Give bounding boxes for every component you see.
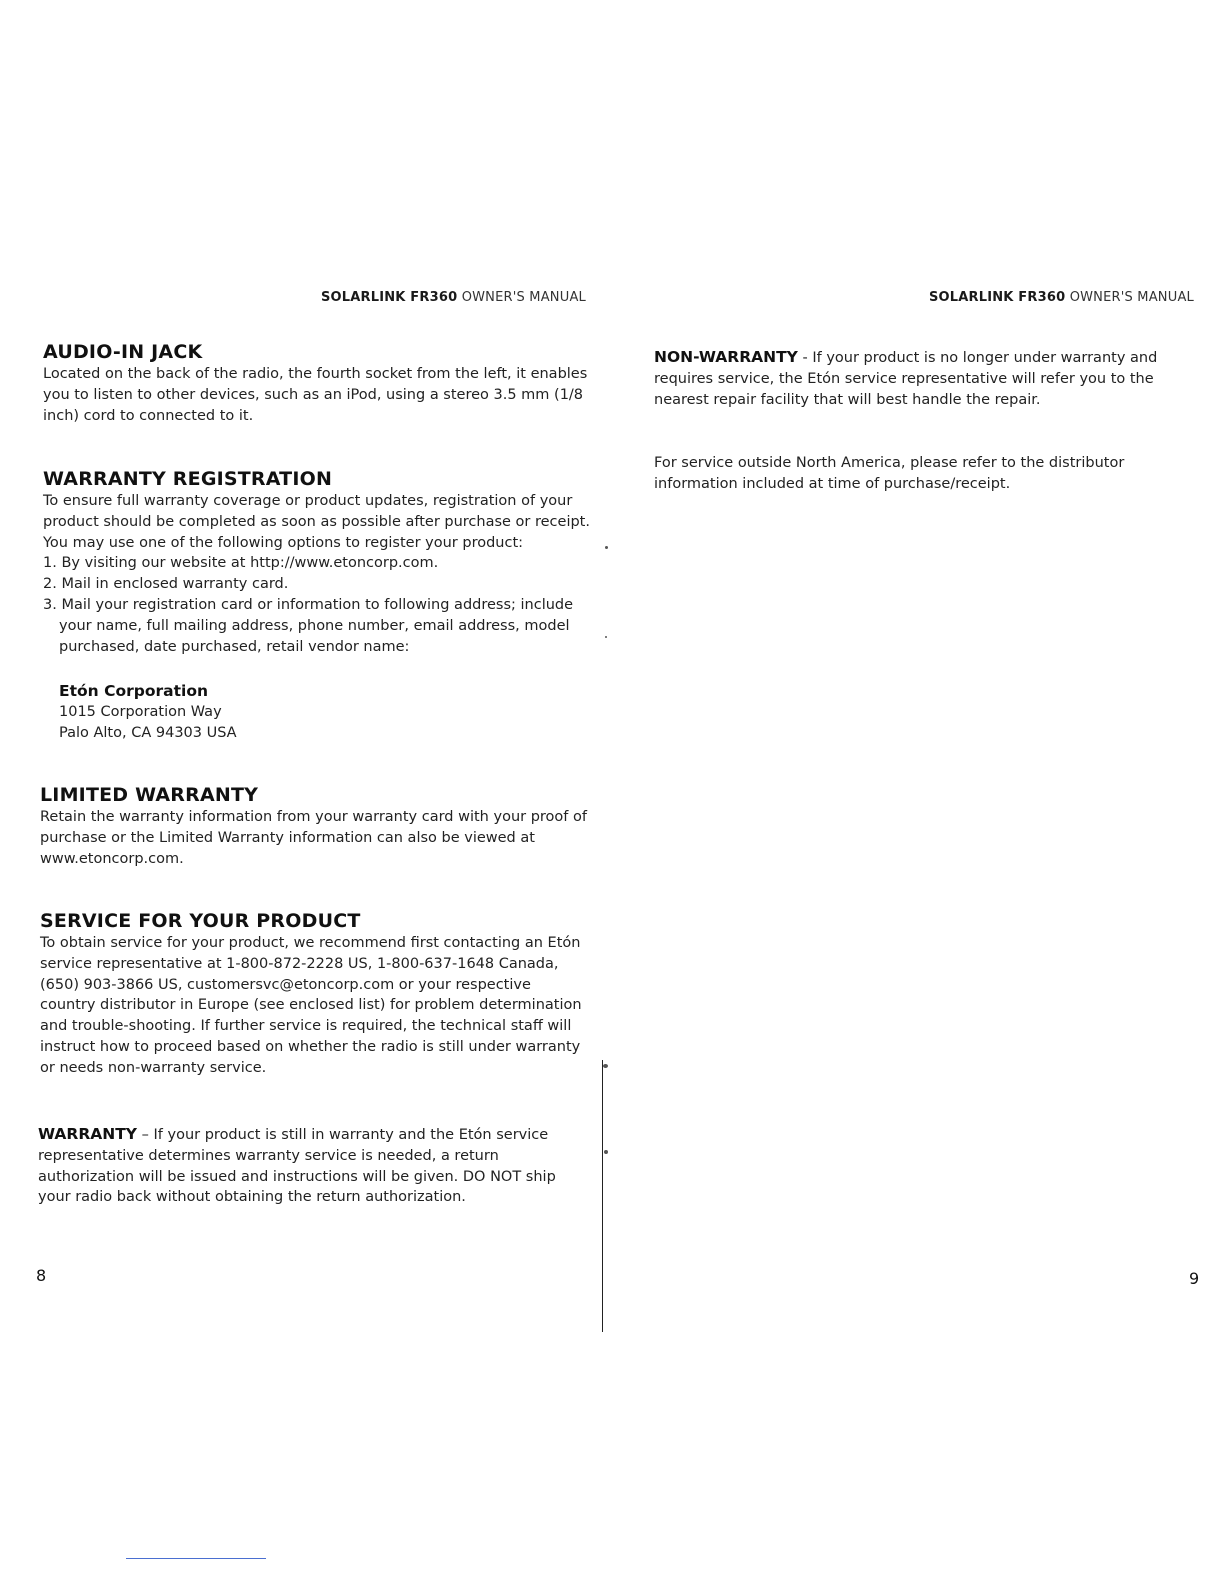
warranty-body: – If your product is still in warranty and the Etón service representative determines warranty service is needed, a return authorization will be issued and instructions will be given. DO NOT ship your radio back without obtaining the return authorization. [38, 1127, 556, 1206]
running-head-suffix: OWNER'S MANUAL [1069, 290, 1194, 305]
warranty-registration-heading: WARRANTY REGISTRATION [43, 468, 333, 490]
address-street: 1015 Corporation Way [59, 704, 222, 720]
page-number-right: 9 [1189, 1269, 1200, 1288]
warranty-registration-body: To ensure full warranty coverage or product updates, registration of your product should be completed as soon as possible after purchase or receipt. You may use one of the following options to register your product: [43, 493, 590, 551]
audio-in-body: Located on the back of the radio, the fourth socket from the left, it enables you to listen to other devices, such as an iPod, using a stereo 3.5 mm (1/8 inch) cord to connected to it. [43, 366, 588, 424]
scan-speck [603, 1064, 608, 1068]
registration-step: 2. Mail in enclosed warranty card. [43, 576, 289, 593]
service-body: To obtain service for your product, we recommend first contacting an Etón service representative at 1-800-872-2228 US, 1-800-637-1648 Canada, (650) 903-3866 US, customersvc@etoncorp.com or your respective country distributor in Europe (see enclosed list) for problem determination and trouble-shooting. If further service is required, the technical staff will instruct how to proceed based on whether the radio is still under warranty or needs non-warranty service. [40, 935, 582, 1076]
audio-in-heading: AUDIO-IN JACK [43, 341, 203, 363]
limited-warranty-section [40, 783, 590, 869]
registration-step: 1. By visiting our website at http://www.etoncorp.com. [43, 555, 439, 572]
mailing-address [59, 680, 237, 744]
audio-in-section [43, 340, 591, 426]
gutter-line [602, 1060, 603, 1332]
registration-step: 3. Mail your registration card or information to following address; include your name, full mailing address, phone number, email address, model purchased, date purchased, retail vendor name: [43, 596, 574, 655]
running-head-suffix: OWNER'S MANUAL [461, 290, 586, 305]
right-page [612, 0, 1224, 1584]
service-section [40, 909, 588, 1079]
non-warranty-body: - If your product is no longer under warranty and requires service, the Etón service representative will refer you to the nearest repair facility that will best handle the repair. [654, 350, 1158, 408]
limited-warranty-body: Retain the warranty information from your warranty card with your proof of purchase or the Limited Warranty information can also be viewed at www.etoncorp.com. [40, 809, 587, 867]
non-warranty-section [654, 347, 1192, 410]
scan-speck [604, 1150, 608, 1154]
warranty-section [38, 1124, 586, 1208]
outside-na-body: For service outside North America, please refer to the distributor information included at time of purchase/receipt. [654, 455, 1125, 492]
address-city: Palo Alto, CA 94303 USA [59, 725, 237, 741]
limited-warranty-heading: LIMITED WARRANTY [40, 784, 259, 806]
non-warranty-label: NON-WARRANTY [654, 348, 798, 366]
scan-speck [605, 546, 608, 549]
running-head-left [321, 290, 586, 305]
running-head-brand: SOLARLINK FR360 [928, 290, 1066, 305]
running-head-brand: SOLARLINK FR360 [320, 290, 458, 305]
registration-steps [43, 553, 591, 657]
scan-speck [605, 636, 607, 638]
running-head-right [929, 290, 1194, 305]
address-company: Etón Corporation [59, 682, 208, 700]
page-number-left: 8 [36, 1266, 47, 1285]
warranty-registration-section [43, 467, 591, 657]
outside-na-section [654, 453, 1192, 495]
service-heading: SERVICE FOR YOUR PRODUCT [40, 910, 361, 932]
warranty-label: WARRANTY [38, 1125, 138, 1143]
blue-underline-rule [126, 1558, 266, 1559]
